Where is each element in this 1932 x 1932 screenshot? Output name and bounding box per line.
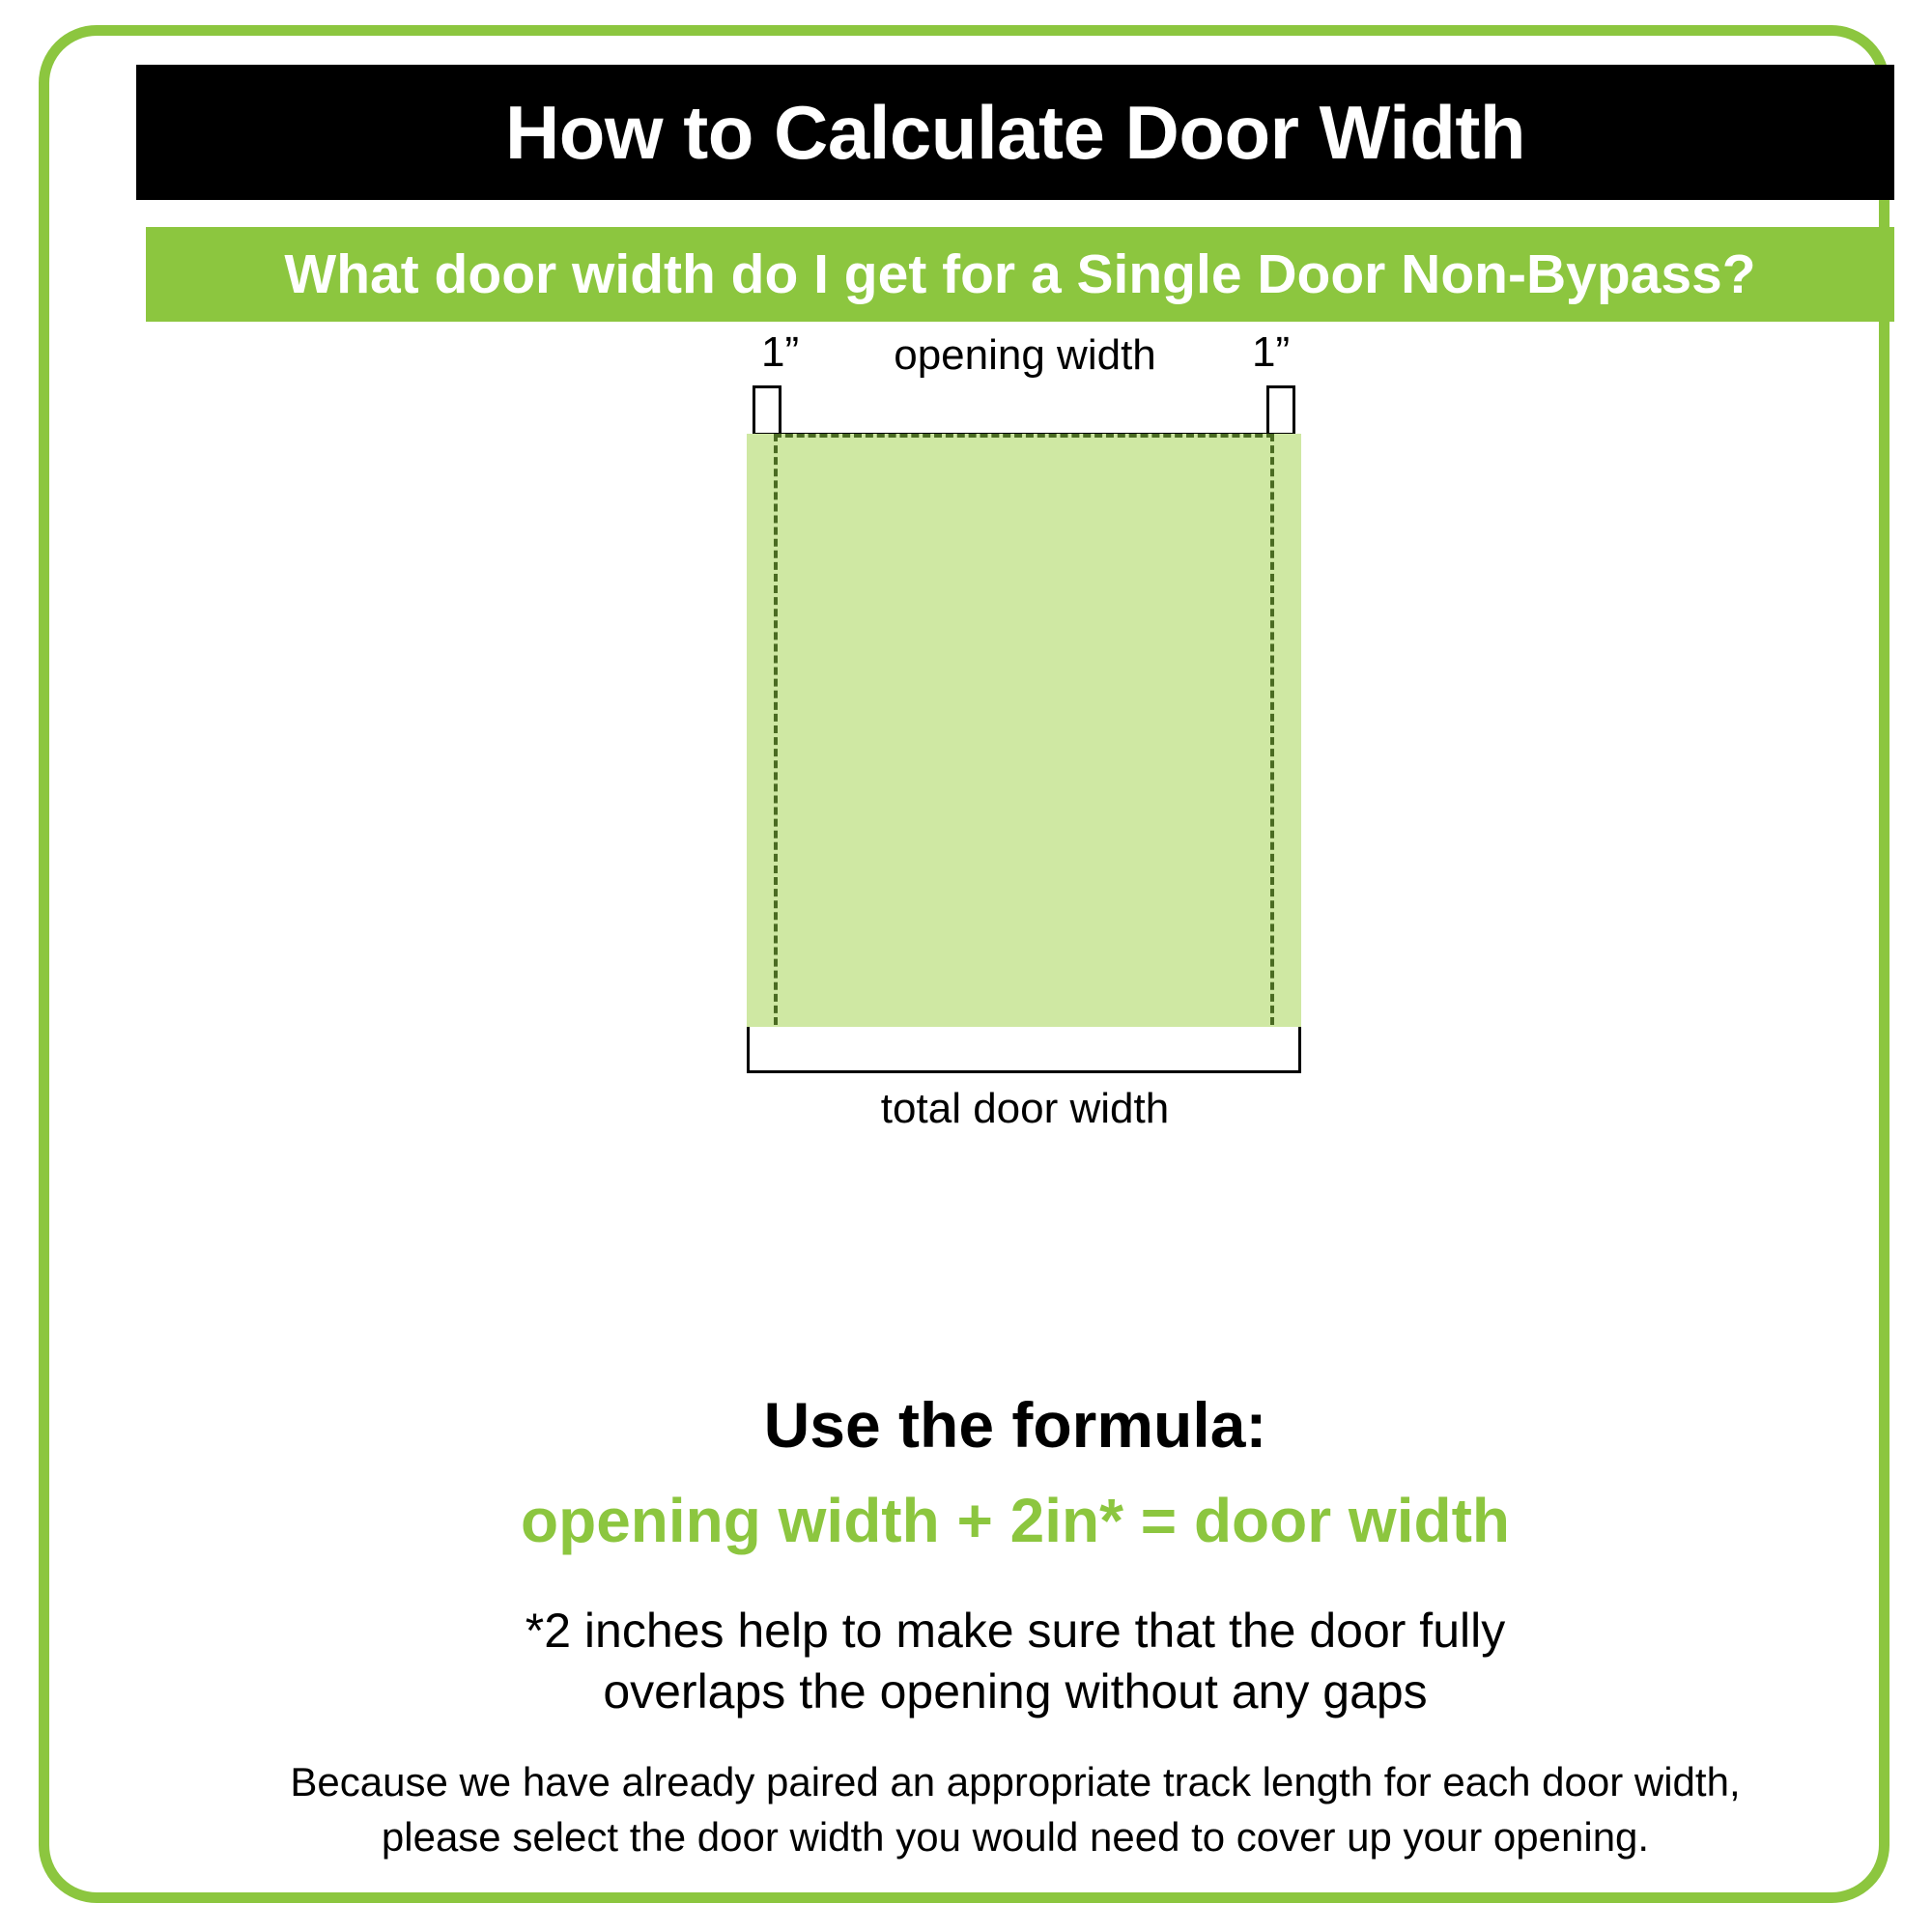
closing-note: [156, 1755, 1875, 1864]
info-card-frame: [39, 25, 1889, 1903]
left-inch-label: 1”: [761, 328, 800, 376]
door-width-diagram: [668, 326, 1382, 1350]
title-bar: [136, 65, 1894, 200]
bracket-left-cap: [753, 385, 781, 436]
page-title: How to Calculate Door Width: [504, 89, 1526, 175]
bracket-right-cap: [1266, 385, 1295, 436]
opening-width-label: opening width: [894, 331, 1156, 379]
formula-equation: opening width + 2in* = door width: [521, 1486, 1510, 1555]
opening-width-bracket: [753, 385, 1295, 436]
closing-note-line-1: Because we have already paired an appropriate track length for each door width,: [290, 1759, 1741, 1804]
formula-note: [242, 1601, 1788, 1721]
total-door-width-bracket: [747, 1027, 1301, 1073]
total-door-width-label: total door width: [880, 1085, 1170, 1132]
closing-note-line-2: please select the door width you would need to cover up your opening.: [381, 1813, 1650, 1860]
subtitle-text: What door width do I get for a Single Door Non-Bypass?: [284, 243, 1756, 305]
formula-note-line-1: *2 inches help to make sure that the door fully: [525, 1604, 1506, 1658]
subtitle-bar: [146, 227, 1894, 322]
formula-note-line-2: overlaps the opening without any gaps: [603, 1663, 1428, 1719]
right-inch-label: 1”: [1252, 328, 1291, 376]
opening-outline-dashed: [774, 434, 1274, 1025]
formula-heading: Use the formula:: [763, 1389, 1267, 1461]
